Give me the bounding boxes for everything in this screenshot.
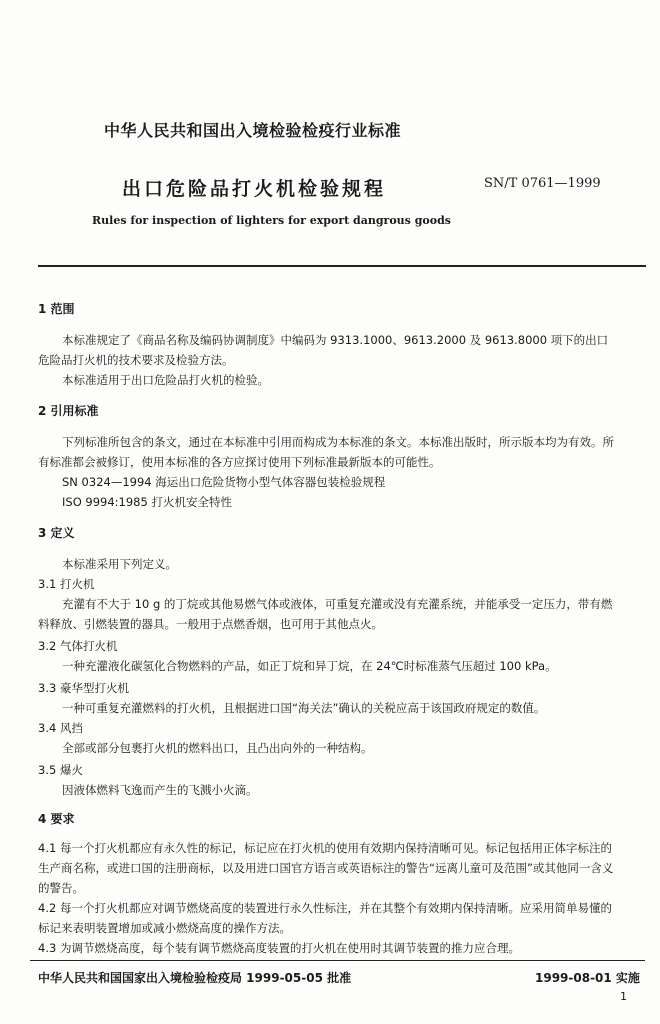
section-1-scope-note: 本标准适用于出口危险品打火机的检验。 [62,373,269,387]
english-title: Rules for inspection of lighters for export dangrous goods [92,214,451,227]
definition-text: 一种可重复充灌燃料的打火机，且根据进口国“海关法”确认的关税应高于该国政府规定的数值。 [62,701,546,715]
standard-number: SN/T 0761—1999 [484,176,601,191]
header-divider [38,265,646,267]
approval-line: 中华人民共和国国家出入境检验检疫局 1999-05-05 批准 [38,971,352,985]
reference-item: SN 0324—1994 海运出口危险货物小型气体容器包装检验规程 [62,475,386,489]
definition-title: 3.3 豪华型打火机 [38,681,129,695]
issuing-organization: 中华人民共和国出入境检验检疫行业标准 [104,121,402,140]
requirement-item: 4.2 每一个打火机都应对调节燃烧高度的装置进行永久性标注，并在其整个有效期内保持清晰。应采用简单易懂的标记来表明装置增加或减小燃烧高度的操作方法。 [38,901,612,935]
section-3-heading: 3 定义 [38,526,75,540]
requirement-item: 4.1 每一个打火机都应有永久性的标记，标记应在打火机的使用有效期内保持清晰可见。标记包括用正体字标注的生产商名称，或进口国的注册商标，以及用进口国官方语言或英语标注的警告“远离儿童可及范围”或其他同一含义的警告。 [38,841,614,895]
document-title: 出口危险品打火机检验规程 [122,178,387,200]
section-1-paragraph: 本标准规定了《商品名称及编码协调制度》中编码为 9313.1000、9613.2000 及 9613.8000 项下的出口危险品打火机的技术要求及检验方法。 [38,333,609,367]
section-4-heading: 4 要求 [38,812,75,826]
section-2-paragraph: 下列标准所包含的条文，通过在本标准中引用而构成为本标准的条文。本标准出版时，所示版本均为有效。所有标准都会被修订，使用本标准的各方应探讨使用下列标准最新版本的可能性。 [38,435,614,469]
definition-title: 3.1 打火机 [38,577,95,591]
section-1-heading: 1 范围 [38,302,75,316]
definition-title: 3.4 风挡 [38,721,83,735]
requirement-item: 4.3 为调节燃烧高度，每个装有调节燃烧高度装置的打火机在使用时其调节装置的推力应合理。 [38,941,520,955]
footer-divider [30,960,645,961]
definition-text: 充灌有不大于 10 g 的丁烷或其他易燃气体或液体，可重复充灌或没有充灌系统，并能承受一定压力，带有燃料释放、引燃装置的器具。一般用于点燃香烟，也可用于其他点火。 [38,597,613,631]
section-2-heading: 2 引用标准 [38,404,99,418]
reference-item: ISO 9994:1985 打火机安全特性 [62,495,232,509]
definition-text: 全部或部分包裹打火机的燃料出口，且凸出向外的一种结构。 [62,741,373,755]
page-number: 1 [620,990,627,1003]
effective-date: 1999-08-01 实施 [535,971,640,985]
definition-title: 3.5 爆火 [38,763,83,777]
definition-title: 3.2 气体打火机 [38,639,118,653]
definition-text: 因液体燃料飞逸而产生的飞溅小火滴。 [62,783,258,797]
section-3-intro: 本标准采用下列定义。 [62,557,177,571]
definition-text: 一种充灌液化碳氢化合物燃料的产品，如正丁烷和异丁烷，在 24℃时标准蒸气压超过 100 kPa。 [62,659,557,673]
